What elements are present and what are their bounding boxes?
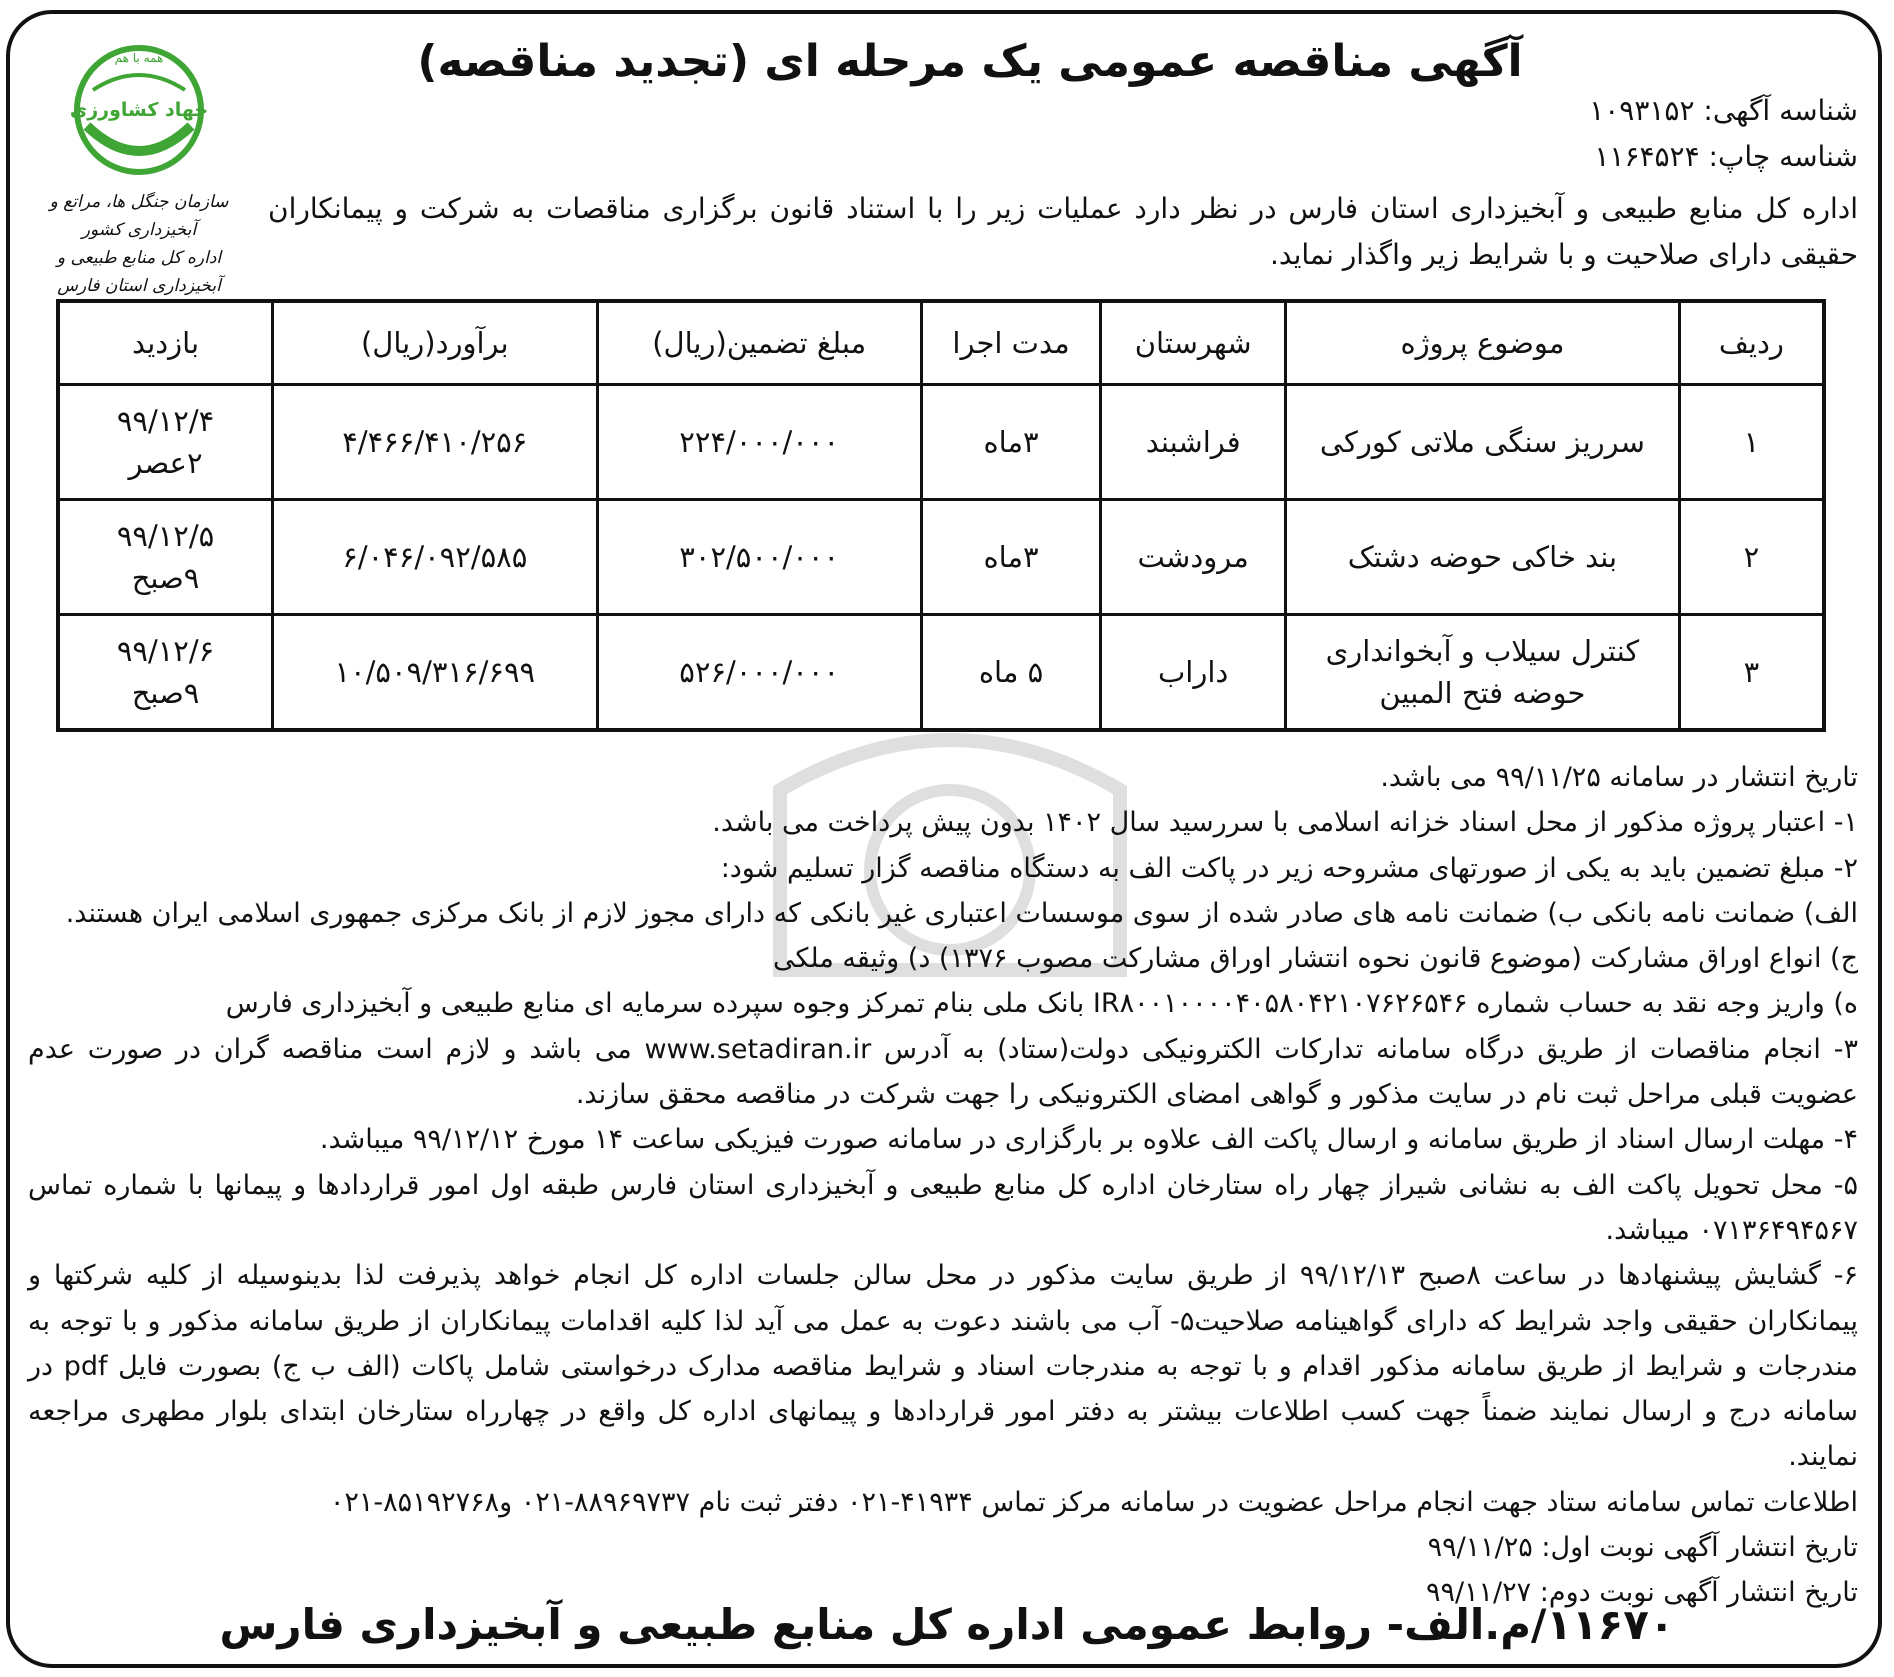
- second-publish-date: تاریخ انتشار آگهی نوبت دوم: ۹۹/۱۱/۲۷: [1425, 1577, 1858, 1609]
- column-header: مدت اجرا: [921, 301, 1100, 385]
- first-publish-date: تاریخ انتشار آگهی نوبت اول: ۹۹/۱۱/۲۵: [1427, 1532, 1858, 1564]
- project-subject-line: سرریز سنگی ملاتی کورکی: [1319, 425, 1645, 459]
- project-subject: [1286, 615, 1680, 731]
- project-subject-line: بند خاکی حوضه دشتک: [1347, 540, 1618, 574]
- column-header: بازدید: [58, 301, 273, 385]
- condition-2-e: ه) واریز وجه نقد به حساب شماره IR۸۰۰۱۰۰۰۰۴۰۵۸۰۴۲۱۰۷۶۲۶۵۴۶ بانک ملی بنام تمرکز وجوه سپرده سرمایه ای منابع طبیعی و آبخیزداری فارس: [225, 988, 1858, 1020]
- column-header: ردیف: [1679, 301, 1824, 385]
- project-guarantee: ۵۲۶/۰۰۰/۰۰۰: [597, 615, 921, 731]
- visit-date: ۹۹/۱۲/۵: [116, 519, 215, 553]
- table-header-row: [58, 301, 1824, 385]
- visit-date: ۹۹/۱۲/۶: [116, 634, 215, 668]
- publish-date-line: تاریخ انتشار در سامانه ۹۹/۱۱/۲۵ می باشد.: [1380, 762, 1858, 793]
- logo-emblem-text: جهاد کشاورزی: [69, 99, 209, 121]
- table-row: [58, 500, 1824, 615]
- page-title: آگهی مناقصه عمومی یک مرحله ای (تجدید مناقصه): [417, 36, 1523, 87]
- project-city: فراشبند: [1101, 385, 1286, 500]
- project-duration: ۳ماه: [921, 385, 1100, 500]
- table-row: [58, 615, 1824, 731]
- jihad-keshavarzi-logo-icon: [69, 40, 209, 180]
- project-subject-line: حوضه فتح المبین: [1379, 676, 1586, 710]
- logo-org-line2: اداره کل منابع طبیعی و آبخیزداری استان فارس: [56, 248, 222, 296]
- condition-2-a-b: الف) ضمانت نامه بانکی ب) ضمانت نامه های صادر شده از سوی موسسات اعتباری غیر بانکی که دارای مجوز لازم از بانک مرکزی جمهوری اسلامی ایران هستند.: [65, 897, 1858, 929]
- project-guarantee: ۲۲۴/۰۰۰/۰۰۰: [597, 385, 921, 500]
- project-city: مرودشت: [1101, 500, 1286, 615]
- condition-2: ۲- مبلغ تضمین باید به یکی از صورتهای مشروحه زیر در پاکت الف به دستگاه مناقصه گزار تسلیم شود:: [720, 852, 1858, 884]
- project-guarantee: ۳۰۲/۵۰۰/۰۰۰: [597, 500, 921, 615]
- project-duration: ۳ماه: [921, 500, 1100, 615]
- project-city: داراب: [1101, 615, 1286, 731]
- condition-5: ۵- محل تحویل پاکت الف به نشانی شیراز چهار راه ستارخان اداره کل منابع طبیعی و آبخیزداری استان فارس طبقه اول امور قراردادها و پیمانها با شماره تماس ۰۷۱۳۶۴۹۴۵۶۷ میباشد.: [28, 1169, 1858, 1246]
- print-id: شناسه چاپ: ۱۱۶۴۵۲۴: [1594, 140, 1858, 173]
- projects-table: [56, 299, 1826, 732]
- condition-2-c-d: ج) انواع اوراق مشارکت (موضوع قانون نحوه انتشار اوراق مشارکت مصوب ۱۳۷۶) د) وثیقه ملکی: [772, 943, 1858, 975]
- visit-time: ۹صبح: [131, 561, 200, 595]
- condition-1: ۱- اعتبار پروژه مذکور از محل اسناد خزانه اسلامی با سررسید سال ۱۴۰۲ بدون پیش پرداخت می باشد.: [712, 807, 1858, 839]
- column-header: شهرستان: [1101, 301, 1286, 385]
- contact-info: اطلاعات تماس سامانه ستاد جهت انجام مراحل عضویت در سامانه مرکز تماس ۴۱۹۳۴-۰۲۱ دفتر ثبت نام ۸۸۹۶۹۷۳۷-۰۲۱ و۸۵۱۹۲۷۶۸-۰۲۱: [329, 1486, 1858, 1518]
- ad-id: شناسه آگهی: ۱۰۹۳۱۵۲: [1589, 94, 1858, 127]
- project-subject: [1286, 385, 1680, 500]
- row-number: ۳: [1679, 615, 1824, 731]
- project-subject: [1286, 500, 1680, 615]
- project-visit: [58, 385, 273, 500]
- project-estimate: ۱۰/۵۰۹/۳۱۶/۶۹۹: [273, 615, 597, 731]
- logo-org-line1: سازمان جنگل ها، مراتع و آبخیزداری کشور: [49, 192, 229, 240]
- column-header: مبلغ تضمین(ریال): [597, 301, 921, 385]
- visit-time: ۲عصر: [128, 446, 203, 480]
- visit-time: ۹صبح: [131, 676, 200, 710]
- project-visit: [58, 500, 273, 615]
- table-row: [58, 385, 1824, 500]
- column-header: برآورد(ریال): [273, 301, 597, 385]
- visit-date: ۹۹/۱۲/۴: [116, 404, 215, 438]
- intro-paragraph: اداره کل منابع طبیعی و آبخیزداری استان فارس در نظر دارد عملیات زیر را با استناد قانون برگزاری مناقصات به شرکت و پیمانکاران حقیقی دارای صلاحیت و با شرایط زیر واگذار نماید.: [268, 192, 1858, 271]
- conditions-text: [28, 755, 1858, 1616]
- condition-3: ۳- انجام مناقصات از طریق درگاه سامانه تدارکات الکترونیکی دولت(ستاد) به آدرس www.setadiran.ir می باشد و لازم است مناقصه گران در صورت عدم عضویت قبلی مراحل ثبت نام در سایت مذکور و گواهی امضای الکترونیکی را جهت شرکت در مناقصه محقق سازند.: [28, 1033, 1858, 1111]
- column-header: موضوع پروژه: [1286, 301, 1680, 385]
- footer-signature: ۱۱۶۷۰/م.الف- روابط عمومی اداره کل منابع طبیعی و آبخیزداری فارس: [219, 1600, 1675, 1649]
- condition-6: ۶- گشایش پیشنهادها در ساعت ۸صبح ۹۹/۱۲/۱۳ از طریق سایت مذکور در محل سالن جلسات اداره کل انجام خواهد پذیرفت لذا بدینوسیله از کلیه شرکتها و پیمانکاران حقیقی واجد شرایط که دارای گواهینامه صلاحیت۵- آب می باشند دعوت به عمل می آید لذا کلیه اقدامات پیمانکاران از طریق سامانه مذکور و با توجه به مندرجات و شرایط از طریق سامانه مذکور اقدام و با توجه به مندرجات اسناد و شرایط مناقصه مدارک درخواستی شامل پاکات (الف ب ج) بصورت فایل pdf در سامانه درج و ارسال نمایند ضمناً جهت کسب اطلاعات بیشتر به دفتر امور قراردادها و پیمانهای اداره کل واقع در چهارراه ستارخان ابتدای بلوار مطهری مراجعه نمایند.: [28, 1260, 1858, 1473]
- project-subject-line: کنترل سیلاب و آبخوانداری: [1325, 634, 1640, 668]
- project-visit: [58, 615, 273, 731]
- project-estimate: ۴/۴۶۶/۴۱۰/۲۵۶: [273, 385, 597, 500]
- project-estimate: ۶/۰۴۶/۰۹۲/۵۸۵: [273, 500, 597, 615]
- project-duration: ۵ ماه: [921, 615, 1100, 731]
- logo-top-text: همه با هم: [114, 51, 164, 65]
- condition-4: ۴- مهلت ارسال اسناد از طریق سامانه و ارسال پاکت الف علاوه بر بارگزاری در سامانه صورت فیزیکی ساعت ۱۴ مورخ ۹۹/۱۲/۱۲ میباشد.: [319, 1124, 1858, 1156]
- logo: [24, 40, 254, 296]
- row-number: ۲: [1679, 500, 1824, 615]
- row-number: ۱: [1679, 385, 1824, 500]
